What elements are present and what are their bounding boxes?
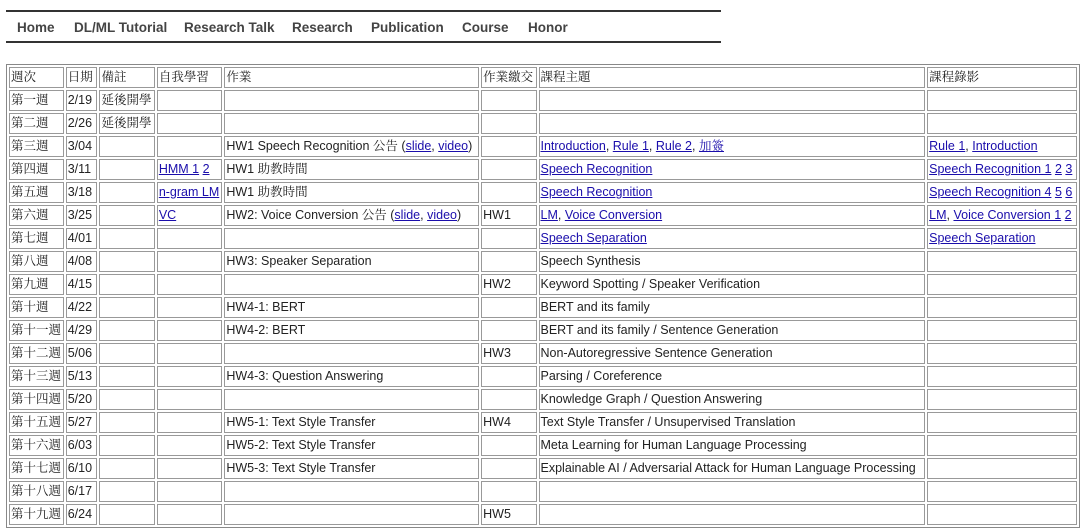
cell-topic <box>539 90 926 111</box>
text: HW5-3: Text Style Transfer <box>226 461 376 475</box>
cell-note <box>99 136 154 157</box>
link[interactable]: Rule 1 <box>612 139 649 153</box>
text: Explainable AI / Adversarial Attack for Human Language Processing <box>540 461 916 475</box>
cell-recording <box>927 113 1077 134</box>
header-note: 備註 <box>99 67 154 88</box>
table-row <box>9 90 1077 111</box>
cell-week: 第四週 <box>9 159 64 180</box>
table-row <box>9 412 1077 433</box>
text: ) <box>456 208 462 222</box>
cell-note <box>99 297 154 318</box>
cell-week: 第十六週 <box>9 435 64 456</box>
cell-self-study <box>157 481 223 502</box>
cell-note <box>99 504 154 525</box>
cell-self-study <box>157 90 223 111</box>
text: BERT and its family <box>540 300 650 314</box>
text: HW1 助教時間 <box>226 162 308 176</box>
text: , <box>605 139 613 153</box>
cell-date: 5/13 <box>66 366 98 387</box>
cell-week: 第十二週 <box>9 343 64 364</box>
cell-topic <box>539 251 926 272</box>
text: , <box>692 139 699 153</box>
cell-week: 第八週 <box>9 251 64 272</box>
link[interactable]: 加簽 <box>698 139 724 153</box>
link[interactable]: video <box>438 139 469 153</box>
cell-recording <box>927 251 1077 272</box>
cell-homework-due <box>481 90 536 111</box>
cell-note: 延後開學 <box>99 113 154 134</box>
header-homework-due: 作業繳交 <box>481 67 536 88</box>
link[interactable]: Speech Recognition 1 <box>929 162 1052 176</box>
cell-homework <box>224 90 479 111</box>
table-row <box>9 504 1077 525</box>
link[interactable]: Speech Recognition <box>540 185 653 199</box>
cell-topic <box>539 389 926 410</box>
cell-homework <box>224 136 479 157</box>
cell-homework-due <box>481 389 536 410</box>
table-header-row <box>9 67 1077 88</box>
cell-note <box>99 274 154 295</box>
cell-week: 第九週 <box>9 274 64 295</box>
cell-note <box>99 366 154 387</box>
cell-homework <box>224 504 479 525</box>
cell-recording <box>927 205 1077 226</box>
table-row <box>9 366 1077 387</box>
cell-date: 2/26 <box>66 113 98 134</box>
cell-self-study <box>157 205 223 226</box>
cell-topic <box>539 366 926 387</box>
cell-date: 4/29 <box>66 320 98 341</box>
cell-topic <box>539 343 926 364</box>
text: , <box>420 208 428 222</box>
cell-topic <box>539 228 926 249</box>
cell-recording <box>927 136 1077 157</box>
cell-homework-due <box>481 435 536 456</box>
link[interactable]: 3 <box>1065 162 1073 176</box>
text: , <box>557 208 565 222</box>
cell-recording <box>927 90 1077 111</box>
cell-homework <box>224 274 479 295</box>
cell-week: 第十八週 <box>9 481 64 502</box>
cell-date: 2/19 <box>66 90 98 111</box>
cell-self-study <box>157 412 223 433</box>
text: HW4-1: BERT <box>226 300 306 314</box>
cell-topic <box>539 435 926 456</box>
cell-recording <box>927 343 1077 364</box>
cell-self-study <box>157 136 223 157</box>
header-homework: 作業 <box>224 67 479 88</box>
link[interactable]: 5 <box>1054 185 1062 199</box>
cell-week: 第十九週 <box>9 504 64 525</box>
nav-honor[interactable]: Honor <box>528 20 568 35</box>
text: , <box>431 139 439 153</box>
text: HW5-2: Text Style Transfer <box>226 438 376 452</box>
table-row <box>9 297 1077 318</box>
link[interactable]: 6 <box>1065 185 1073 199</box>
text: Meta Learning for Human Language Processing <box>540 438 807 452</box>
table-row <box>9 435 1077 456</box>
cell-topic <box>539 205 926 226</box>
cell-recording <box>927 435 1077 456</box>
cell-date: 3/25 <box>66 205 98 226</box>
cell-date: 6/03 <box>66 435 98 456</box>
cell-recording <box>927 412 1077 433</box>
header-topic: 課程主題 <box>539 67 926 88</box>
header-self-study: 自我學習 <box>157 67 223 88</box>
text: HW4-3: Question Answering <box>226 369 384 383</box>
cell-date: 4/22 <box>66 297 98 318</box>
cell-homework-due <box>481 481 536 502</box>
table-row <box>9 136 1077 157</box>
link[interactable]: Speech Recognition 4 <box>929 185 1052 199</box>
text: HW2: Voice Conversion 公告 ( <box>226 208 395 222</box>
cell-date: 3/18 <box>66 182 98 203</box>
cell-homework <box>224 366 479 387</box>
link[interactable]: Introduction <box>972 139 1038 153</box>
text: Speech Synthesis <box>540 254 641 268</box>
link[interactable]: Speech Separation <box>929 231 1036 245</box>
cell-week: 第十七週 <box>9 458 64 479</box>
text: HW1 助教時間 <box>226 185 308 199</box>
link[interactable]: LM <box>929 208 947 222</box>
cell-note <box>99 205 154 226</box>
link[interactable]: VC <box>158 208 177 222</box>
cell-self-study <box>157 228 223 249</box>
cell-homework <box>224 412 479 433</box>
header-week: 週次 <box>9 67 64 88</box>
cell-week: 第一週 <box>9 90 64 111</box>
cell-self-study <box>157 182 223 203</box>
cell-homework-due <box>481 113 536 134</box>
cell-homework <box>224 435 479 456</box>
cell-week: 第二週 <box>9 113 64 134</box>
cell-recording <box>927 159 1077 180</box>
cell-homework <box>224 251 479 272</box>
table-row <box>9 228 1077 249</box>
text: , <box>965 139 973 153</box>
link[interactable]: Speech Separation <box>540 231 647 245</box>
link[interactable]: Voice Conversion 1 <box>953 208 1062 222</box>
cell-date: 4/01 <box>66 228 98 249</box>
table-row <box>9 251 1077 272</box>
link[interactable]: 2 <box>1054 162 1062 176</box>
cell-self-study <box>157 458 223 479</box>
cell-homework-due: HW3 <box>481 343 536 364</box>
top-navigation <box>6 10 721 43</box>
cell-week: 第七週 <box>9 228 64 249</box>
text: Knowledge Graph / Question Answering <box>540 392 763 406</box>
text: ) <box>468 139 473 153</box>
text: HW3: Speaker Separation <box>226 254 372 268</box>
nav-course[interactable]: Course <box>462 20 509 35</box>
link[interactable]: Rule 2 <box>655 139 693 153</box>
cell-week: 第十一週 <box>9 320 64 341</box>
cell-homework <box>224 297 479 318</box>
cell-self-study <box>157 343 223 364</box>
cell-recording <box>927 274 1077 295</box>
cell-note <box>99 228 154 249</box>
cell-week: 第十週 <box>9 297 64 318</box>
cell-homework <box>224 343 479 364</box>
link[interactable]: slide <box>394 208 421 222</box>
cell-homework-due: HW5 <box>481 504 536 525</box>
cell-homework-due <box>481 251 536 272</box>
cell-note <box>99 251 154 272</box>
cell-date: 5/27 <box>66 412 98 433</box>
link[interactable]: video <box>427 208 457 222</box>
cell-week: 第十五週 <box>9 412 64 433</box>
nav-dl-ml-tutorial[interactable]: DL/ML Tutorial <box>74 20 168 35</box>
table-row <box>9 113 1077 134</box>
link[interactable]: Rule 1 <box>929 139 966 153</box>
cell-self-study <box>157 504 223 525</box>
cell-note <box>99 159 154 180</box>
cell-self-study <box>157 435 223 456</box>
cell-recording <box>927 366 1077 387</box>
text: BERT and its family / Sentence Generation <box>540 323 779 337</box>
cell-note: 延後開學 <box>99 90 154 111</box>
cell-recording <box>927 320 1077 341</box>
cell-homework-due: HW1 <box>481 205 536 226</box>
cell-note <box>99 412 154 433</box>
cell-note <box>99 435 154 456</box>
text: Keyword Spotting / Speaker Verification <box>540 277 761 291</box>
cell-self-study <box>157 297 223 318</box>
text: Text Style Transfer / Unsupervised Translation <box>540 415 796 429</box>
cell-homework <box>224 320 479 341</box>
cell-self-study <box>157 113 223 134</box>
cell-homework-due: HW4 <box>481 412 536 433</box>
table-row <box>9 274 1077 295</box>
cell-note <box>99 481 154 502</box>
cell-recording <box>927 481 1077 502</box>
nav-home[interactable]: Home <box>17 20 55 35</box>
table-row <box>9 343 1077 364</box>
cell-self-study <box>157 159 223 180</box>
cell-note <box>99 458 154 479</box>
cell-date: 4/08 <box>66 251 98 272</box>
cell-recording <box>927 182 1077 203</box>
cell-note <box>99 182 154 203</box>
cell-recording <box>927 228 1077 249</box>
cell-homework-due <box>481 297 536 318</box>
cell-homework <box>224 481 479 502</box>
cell-date: 6/17 <box>66 481 98 502</box>
cell-self-study <box>157 274 223 295</box>
cell-week: 第六週 <box>9 205 64 226</box>
cell-homework-due: HW2 <box>481 274 536 295</box>
cell-homework <box>224 228 479 249</box>
cell-homework-due <box>481 320 536 341</box>
cell-date: 5/20 <box>66 389 98 410</box>
cell-homework <box>224 389 479 410</box>
table-row <box>9 320 1077 341</box>
link[interactable]: HMM 1 <box>158 162 200 176</box>
cell-week: 第十四週 <box>9 389 64 410</box>
text: HW4-2: BERT <box>226 323 306 337</box>
cell-homework <box>224 458 479 479</box>
link[interactable]: Voice Conversion <box>564 208 663 222</box>
header-date: 日期 <box>66 67 98 88</box>
table-row <box>9 182 1077 203</box>
cell-date: 3/11 <box>66 159 98 180</box>
link[interactable]: Introduction <box>540 139 606 153</box>
cell-date: 6/24 <box>66 504 98 525</box>
cell-recording <box>927 389 1077 410</box>
link[interactable]: 2 <box>1064 208 1072 222</box>
cell-homework-due <box>481 366 536 387</box>
table-row <box>9 458 1077 479</box>
cell-self-study <box>157 320 223 341</box>
cell-week: 第五週 <box>9 182 64 203</box>
link[interactable]: n-gram LM <box>158 185 220 199</box>
link[interactable]: 2 <box>202 162 210 176</box>
table-body <box>9 90 1077 525</box>
text: Non-Autoregressive Sentence Generation <box>540 346 773 360</box>
cell-topic <box>539 504 926 525</box>
cell-homework <box>224 113 479 134</box>
cell-topic <box>539 182 926 203</box>
cell-recording <box>927 297 1077 318</box>
cell-topic <box>539 136 926 157</box>
cell-date: 4/15 <box>66 274 98 295</box>
table-row <box>9 159 1077 180</box>
cell-homework <box>224 205 479 226</box>
link[interactable]: Speech Recognition <box>540 162 653 176</box>
link[interactable]: slide <box>405 139 432 153</box>
table-row <box>9 389 1077 410</box>
cell-homework-due <box>481 458 536 479</box>
table-row <box>9 481 1077 502</box>
cell-recording <box>927 504 1077 525</box>
cell-topic <box>539 113 926 134</box>
text: HW5-1: Text Style Transfer <box>226 415 376 429</box>
cell-week: 第十三週 <box>9 366 64 387</box>
header-recording: 課程錄影 <box>927 67 1077 88</box>
link[interactable]: LM <box>540 208 558 222</box>
cell-topic <box>539 458 926 479</box>
cell-topic <box>539 320 926 341</box>
cell-note <box>99 320 154 341</box>
cell-date: 5/06 <box>66 343 98 364</box>
cell-topic <box>539 297 926 318</box>
cell-self-study <box>157 389 223 410</box>
cell-recording <box>927 458 1077 479</box>
cell-homework-due <box>481 159 536 180</box>
cell-topic <box>539 412 926 433</box>
nav-research-talk[interactable]: Research Talk <box>184 20 275 35</box>
cell-note <box>99 389 154 410</box>
course-schedule-table <box>6 64 1080 528</box>
text: , <box>946 208 954 222</box>
cell-self-study <box>157 366 223 387</box>
cell-topic <box>539 274 926 295</box>
text: Parsing / Coreference <box>540 369 663 383</box>
cell-week: 第三週 <box>9 136 64 157</box>
cell-topic <box>539 159 926 180</box>
cell-homework <box>224 182 479 203</box>
cell-homework <box>224 159 479 180</box>
cell-date: 3/04 <box>66 136 98 157</box>
nav-research[interactable]: Research <box>292 20 353 35</box>
text: HW1 Speech Recognition 公告 ( <box>226 139 406 153</box>
cell-date: 6/10 <box>66 458 98 479</box>
cell-note <box>99 343 154 364</box>
cell-homework-due <box>481 228 536 249</box>
table-row <box>9 205 1077 226</box>
text: , <box>648 139 656 153</box>
cell-homework-due <box>481 182 536 203</box>
cell-topic <box>539 481 926 502</box>
cell-homework-due <box>481 136 536 157</box>
nav-publication[interactable]: Publication <box>371 20 444 35</box>
cell-self-study <box>157 251 223 272</box>
